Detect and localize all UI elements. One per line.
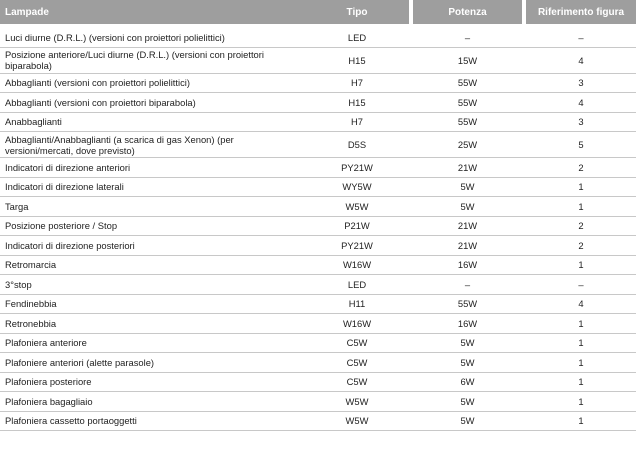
cell-tipo: C5W bbox=[305, 353, 409, 373]
cell-riferimento: – bbox=[526, 26, 636, 47]
cell-tipo: H7 bbox=[305, 73, 409, 93]
cell-tipo: W5W bbox=[305, 197, 409, 217]
header-row bbox=[0, 0, 636, 26]
cell-potenza: 25W bbox=[413, 132, 522, 158]
table-row bbox=[0, 314, 636, 334]
cell-riferimento: 2 bbox=[526, 158, 636, 178]
cell-tipo: W5W bbox=[305, 392, 409, 412]
cell-lampada: 3°stop bbox=[0, 275, 305, 295]
cell-riferimento: 3 bbox=[526, 112, 636, 132]
cell-tipo: H11 bbox=[305, 294, 409, 314]
cell-potenza: 55W bbox=[413, 93, 522, 113]
cell-lampada: Indicatori di direzione posteriori bbox=[0, 236, 305, 256]
cell-tipo: H15 bbox=[305, 47, 409, 73]
cell-potenza: 15W bbox=[413, 47, 522, 73]
cell-lampada: Targa bbox=[0, 197, 305, 217]
cell-riferimento: 2 bbox=[526, 216, 636, 236]
table-row bbox=[0, 73, 636, 93]
cell-riferimento: 1 bbox=[526, 255, 636, 275]
cell-lampada: Plafoniera cassetto portaoggetti bbox=[0, 411, 305, 431]
cell-tipo: C5W bbox=[305, 372, 409, 392]
cell-potenza: 5W bbox=[413, 392, 522, 412]
table-row bbox=[0, 333, 636, 353]
cell-tipo: P21W bbox=[305, 216, 409, 236]
table-row bbox=[0, 177, 636, 197]
cell-riferimento: 1 bbox=[526, 353, 636, 373]
header-tipo: Tipo bbox=[305, 0, 409, 26]
cell-riferimento: 1 bbox=[526, 411, 636, 431]
cell-riferimento: 1 bbox=[526, 177, 636, 197]
table-row bbox=[0, 112, 636, 132]
table-row bbox=[0, 158, 636, 178]
cell-lampada: Plafoniere anteriori (alette parasole) bbox=[0, 353, 305, 373]
cell-lampada: Indicatori di direzione anteriori bbox=[0, 158, 305, 178]
cell-tipo: WY5W bbox=[305, 177, 409, 197]
cell-tipo: PY21W bbox=[305, 158, 409, 178]
cell-tipo: LED bbox=[305, 275, 409, 295]
cell-lampada: Retromarcia bbox=[0, 255, 305, 275]
cell-riferimento: – bbox=[526, 275, 636, 295]
cell-lampada: Plafoniera anteriore bbox=[0, 333, 305, 353]
table-row bbox=[0, 275, 636, 295]
cell-riferimento: 1 bbox=[526, 372, 636, 392]
cell-lampada: Abbaglianti (versioni con proiettori polielittici) bbox=[0, 73, 305, 93]
cell-lampada: Posizione posteriore / Stop bbox=[0, 216, 305, 236]
cell-lampada: Luci diurne (D.R.L.) (versioni con proiettori polielittici) bbox=[0, 26, 305, 47]
cell-riferimento: 1 bbox=[526, 333, 636, 353]
cell-lampada: Fendinebbia bbox=[0, 294, 305, 314]
table-row bbox=[0, 197, 636, 217]
cell-tipo: PY21W bbox=[305, 236, 409, 256]
cell-riferimento: 2 bbox=[526, 236, 636, 256]
cell-potenza: 5W bbox=[413, 353, 522, 373]
cell-potenza: 5W bbox=[413, 177, 522, 197]
cell-tipo: D5S bbox=[305, 132, 409, 158]
cell-lampada: Plafoniera bagagliaio bbox=[0, 392, 305, 412]
cell-riferimento: 3 bbox=[526, 73, 636, 93]
cell-lampada: Retronebbia bbox=[0, 314, 305, 334]
cell-lampada: Posizione anteriore/Luci diurne (D.R.L.) (versioni con proiettori biparabola) bbox=[0, 47, 305, 73]
cell-potenza: 5W bbox=[413, 411, 522, 431]
header-potenza: Potenza bbox=[413, 0, 522, 26]
cell-lampada: Plafoniera posteriore bbox=[0, 372, 305, 392]
cell-potenza: 55W bbox=[413, 73, 522, 93]
header-riferimento: Riferimento figura bbox=[526, 0, 636, 26]
cell-tipo: W5W bbox=[305, 411, 409, 431]
table-row bbox=[0, 411, 636, 431]
cell-riferimento: 4 bbox=[526, 47, 636, 73]
cell-lampada: Abbaglianti (versioni con proiettori biparabola) bbox=[0, 93, 305, 113]
cell-riferimento: 1 bbox=[526, 392, 636, 412]
cell-riferimento: 4 bbox=[526, 93, 636, 113]
cell-tipo: W16W bbox=[305, 255, 409, 275]
cell-tipo: H7 bbox=[305, 112, 409, 132]
table-row bbox=[0, 132, 636, 158]
table-row bbox=[0, 236, 636, 256]
table-row bbox=[0, 47, 636, 73]
cell-potenza: 21W bbox=[413, 216, 522, 236]
cell-riferimento: 1 bbox=[526, 314, 636, 334]
cell-riferimento: 5 bbox=[526, 132, 636, 158]
cell-potenza: 16W bbox=[413, 255, 522, 275]
cell-riferimento: 4 bbox=[526, 294, 636, 314]
cell-potenza: 21W bbox=[413, 158, 522, 178]
cell-potenza: 55W bbox=[413, 112, 522, 132]
table-row bbox=[0, 392, 636, 412]
cell-lampada: Abbaglianti/Anabbaglianti (a scarica di gas Xenon) (per versioni/mercati, dove previsto) bbox=[0, 132, 305, 158]
cell-potenza: – bbox=[413, 26, 522, 47]
table-row bbox=[0, 26, 636, 47]
table-row bbox=[0, 372, 636, 392]
cell-potenza: 16W bbox=[413, 314, 522, 334]
table-row bbox=[0, 353, 636, 373]
cell-tipo: H15 bbox=[305, 93, 409, 113]
table-row bbox=[0, 255, 636, 275]
cell-potenza: 55W bbox=[413, 294, 522, 314]
cell-potenza: 21W bbox=[413, 236, 522, 256]
cell-lampada: Indicatori di direzione laterali bbox=[0, 177, 305, 197]
cell-potenza: 5W bbox=[413, 197, 522, 217]
cell-tipo: LED bbox=[305, 26, 409, 47]
cell-potenza: 6W bbox=[413, 372, 522, 392]
cell-potenza: – bbox=[413, 275, 522, 295]
cell-tipo: W16W bbox=[305, 314, 409, 334]
table-row bbox=[0, 216, 636, 236]
cell-riferimento: 1 bbox=[526, 197, 636, 217]
cell-lampada: Anabbaglianti bbox=[0, 112, 305, 132]
table-row bbox=[0, 294, 636, 314]
cell-tipo: C5W bbox=[305, 333, 409, 353]
cell-potenza: 5W bbox=[413, 333, 522, 353]
header-lampade: Lampade bbox=[0, 0, 305, 26]
table-row bbox=[0, 93, 636, 113]
